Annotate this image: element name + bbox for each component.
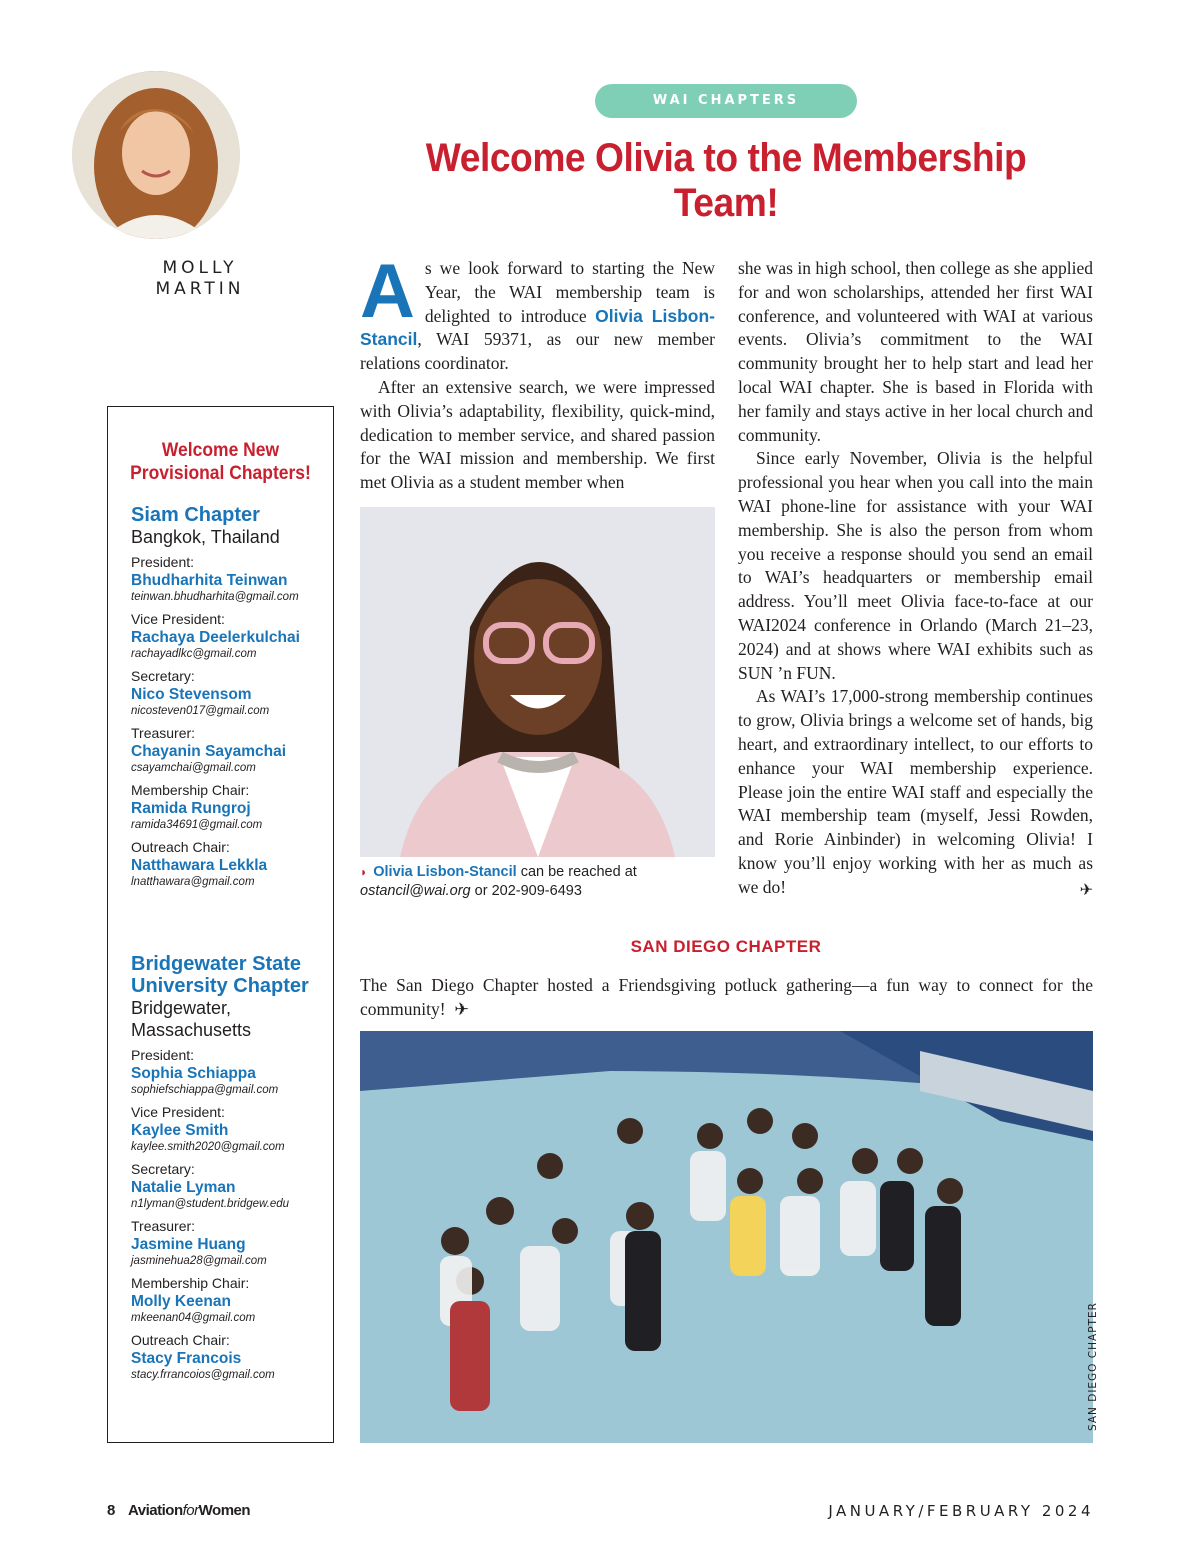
officer-membership-chair <box>131 782 331 833</box>
officer-email[interactable]: jasminehua28@gmail.com <box>131 1255 267 1267</box>
page-title: Welcome Olivia to the Membership Team! <box>425 136 1027 225</box>
officer-name: Kaylee Smith <box>131 1122 229 1139</box>
magazine-name-part: Aviation <box>128 1502 183 1519</box>
officer-email[interactable]: n1lyman@student.bridgew.edu <box>131 1198 290 1210</box>
officer-email[interactable]: teinwan.bhudharhita@gmail.com <box>131 591 299 603</box>
magazine-name-part: Women <box>198 1502 251 1519</box>
article-text: As WAI’s 17,000-strong membership continues to grow, Olivia brings a welcome set of hands, big heart, and extraordinary intellect, to our efforts to enhance your WAI membership experience. Please join the entire WAI staff and especially the WAI membership team (myself, Jessi Rowden, and Rorie Ainbinder) in welcoming Olivia! I know you’ll enjoy working with her as much as we do! <box>738 686 1093 897</box>
officer-email[interactable]: lnatthawara@gmail.com <box>131 876 255 888</box>
officer-treasurer <box>131 725 331 776</box>
caption-phone: or 202-909-6493 <box>470 883 582 899</box>
officer-name: Stacy Francois <box>131 1350 242 1367</box>
officer-secretary <box>131 668 331 719</box>
officer-role: Vice President: <box>131 611 225 627</box>
officer-role: Outreach Chair: <box>131 1332 230 1348</box>
end-mark-icon: ✈ <box>1079 881 1093 899</box>
officer-name: Natalie Lyman <box>131 1179 236 1196</box>
author-portrait-illustration <box>72 71 240 239</box>
section-label: WAI CHAPTERS <box>595 84 857 118</box>
officer-name: Natthawara Lekkla <box>131 857 268 874</box>
officer-name: Ramida Rungroj <box>131 800 251 817</box>
article-column-2 <box>738 257 1093 900</box>
officer-president <box>131 1047 331 1098</box>
photo-credit: SAN DIEGO CHAPTER <box>1087 1302 1099 1431</box>
officer-email[interactable]: sophiefschiappa@gmail.com <box>131 1084 279 1096</box>
magazine-name <box>128 1502 250 1519</box>
san-diego-text <box>360 973 1093 1021</box>
officer-vice-president <box>131 611 331 662</box>
officer-email[interactable]: kaylee.smith2020@gmail.com <box>131 1141 285 1153</box>
officer-name: Chayanin Sayamchai <box>131 743 287 760</box>
officer-vice-president <box>131 1104 331 1155</box>
officer-role: President: <box>131 554 195 570</box>
chapter-location: Bridgewater, Massachusetts <box>131 998 252 1040</box>
chapter-name: Bridgewater State University Chapter <box>131 953 309 997</box>
article-paragraph-3: she was in high school, then college as she applied for and won scholarships, attended her first WAI conference, and volunteered with WAI at various events. Olivia’s commitment to the WAI community brought her to help start and lead her local WAI chapter. She is based in Florida with her family and stays active in her local church and community. <box>738 258 1093 445</box>
caption-text: can be reached at <box>516 864 637 880</box>
article-paragraph-4: Since early November, Olivia is the helpful professional you hear when you call into the main WAI phone-line for assistance with your WAI membership. She is also the person from whom you receive a response should you send an email to WAI’s headquarters or membership email address. You’ll meet Olivia face-to-face at our WAI2024 conference in Orlando (March 21–23, 2024) and at shows where WAI exhibits such as SUN ’n FUN. <box>738 448 1093 683</box>
officer-email[interactable]: mkeenan04@gmail.com <box>131 1312 256 1324</box>
author-name: MOLLY MARTIN <box>155 258 245 299</box>
article-paragraph-2: After an extensive search, we were impressed with Olivia’s adaptability, flexibility, quick-mind, dedication to member service, and shared passion for the WAI mission and membership. We first met Olivia as a student member when <box>360 376 715 493</box>
officer-name: Nico Stevensom <box>131 686 252 703</box>
officer-name: Jasmine Huang <box>131 1236 246 1253</box>
olivia-portrait-illustration <box>360 507 715 857</box>
officer-role: Secretary: <box>131 1161 195 1177</box>
officer-outreach-chair <box>131 1332 331 1383</box>
caption-name: Olivia Lisbon-Stancil <box>373 864 517 880</box>
officer-role: Membership Chair: <box>131 1275 250 1291</box>
author-photo <box>72 71 240 239</box>
officer-president <box>131 554 331 605</box>
officer-membership-chair <box>131 1275 331 1326</box>
officer-role: Outreach Chair: <box>131 839 230 855</box>
drop-cap: A <box>360 249 415 334</box>
officer-email[interactable]: ramida34691@gmail.com <box>131 819 263 831</box>
article-text: s we look forward to starting the New Year, the WAI membership team is delighted to introduce <box>424 258 715 326</box>
sidebar-title: Welcome New Provisional Chapters! <box>130 440 311 484</box>
officer-role: Membership Chair: <box>131 782 250 798</box>
olivia-name-link: Olivia Lisbon-Stancil <box>360 305 715 350</box>
chapter-location: Bangkok, Thailand <box>131 527 280 547</box>
chapter-name: Siam Chapter <box>131 504 260 526</box>
officer-role: President: <box>131 1047 195 1063</box>
officer-role: Secretary: <box>131 668 195 684</box>
officer-treasurer <box>131 1218 331 1269</box>
officer-email[interactable]: nicosteven017@gmail.com <box>131 705 270 717</box>
officer-name: Bhudharhita Teinwan <box>131 572 288 589</box>
officer-role: Treasurer: <box>131 1218 196 1234</box>
officer-email[interactable]: rachayadlkc@gmail.com <box>131 648 257 660</box>
officer-outreach-chair <box>131 839 331 890</box>
officer-role: Treasurer: <box>131 725 196 741</box>
article-paragraph-1 <box>360 249 715 376</box>
group-photo-illustration <box>360 1031 1093 1443</box>
officer-email[interactable]: csayamchai@gmail.com <box>131 762 256 774</box>
magazine-name-part: for <box>182 1502 199 1519</box>
page-number: 8 <box>107 1502 116 1519</box>
end-mark-icon: ✈ <box>454 999 469 1019</box>
issue-date: JANUARY/FEBRUARY 2024 <box>828 1502 1094 1520</box>
article-column-1 <box>360 249 715 495</box>
officer-name: Sophia Schiappa <box>131 1065 256 1082</box>
olivia-photo <box>360 507 715 857</box>
article-text: , WAI 59371, as our new member relations coordinator. <box>360 329 715 374</box>
officer-role: Vice President: <box>131 1104 225 1120</box>
caption-email[interactable]: ostancil@wai.org <box>360 883 471 899</box>
provisional-chapters-sidebar <box>107 406 334 1443</box>
chapter-bridgewater <box>131 953 331 1383</box>
photo-caption <box>360 863 720 901</box>
san-diego-group-photo <box>360 1031 1093 1443</box>
officer-name: Rachaya Deelerkulchai <box>131 629 300 646</box>
san-diego-body: The San Diego Chapter hosted a Friendsgiving potluck gathering—a fun way to connect for the community! <box>360 975 1093 1019</box>
officer-name: Molly Keenan <box>131 1293 231 1310</box>
officer-email[interactable]: stacy.frrancoios@gmail.com <box>131 1369 275 1381</box>
officer-secretary <box>131 1161 331 1212</box>
article-paragraph-5 <box>738 685 1093 899</box>
caption-marker-icon: ◗ <box>360 865 368 879</box>
san-diego-heading: SAN DIEGO CHAPTER <box>630 937 822 956</box>
chapter-siam <box>131 504 331 890</box>
